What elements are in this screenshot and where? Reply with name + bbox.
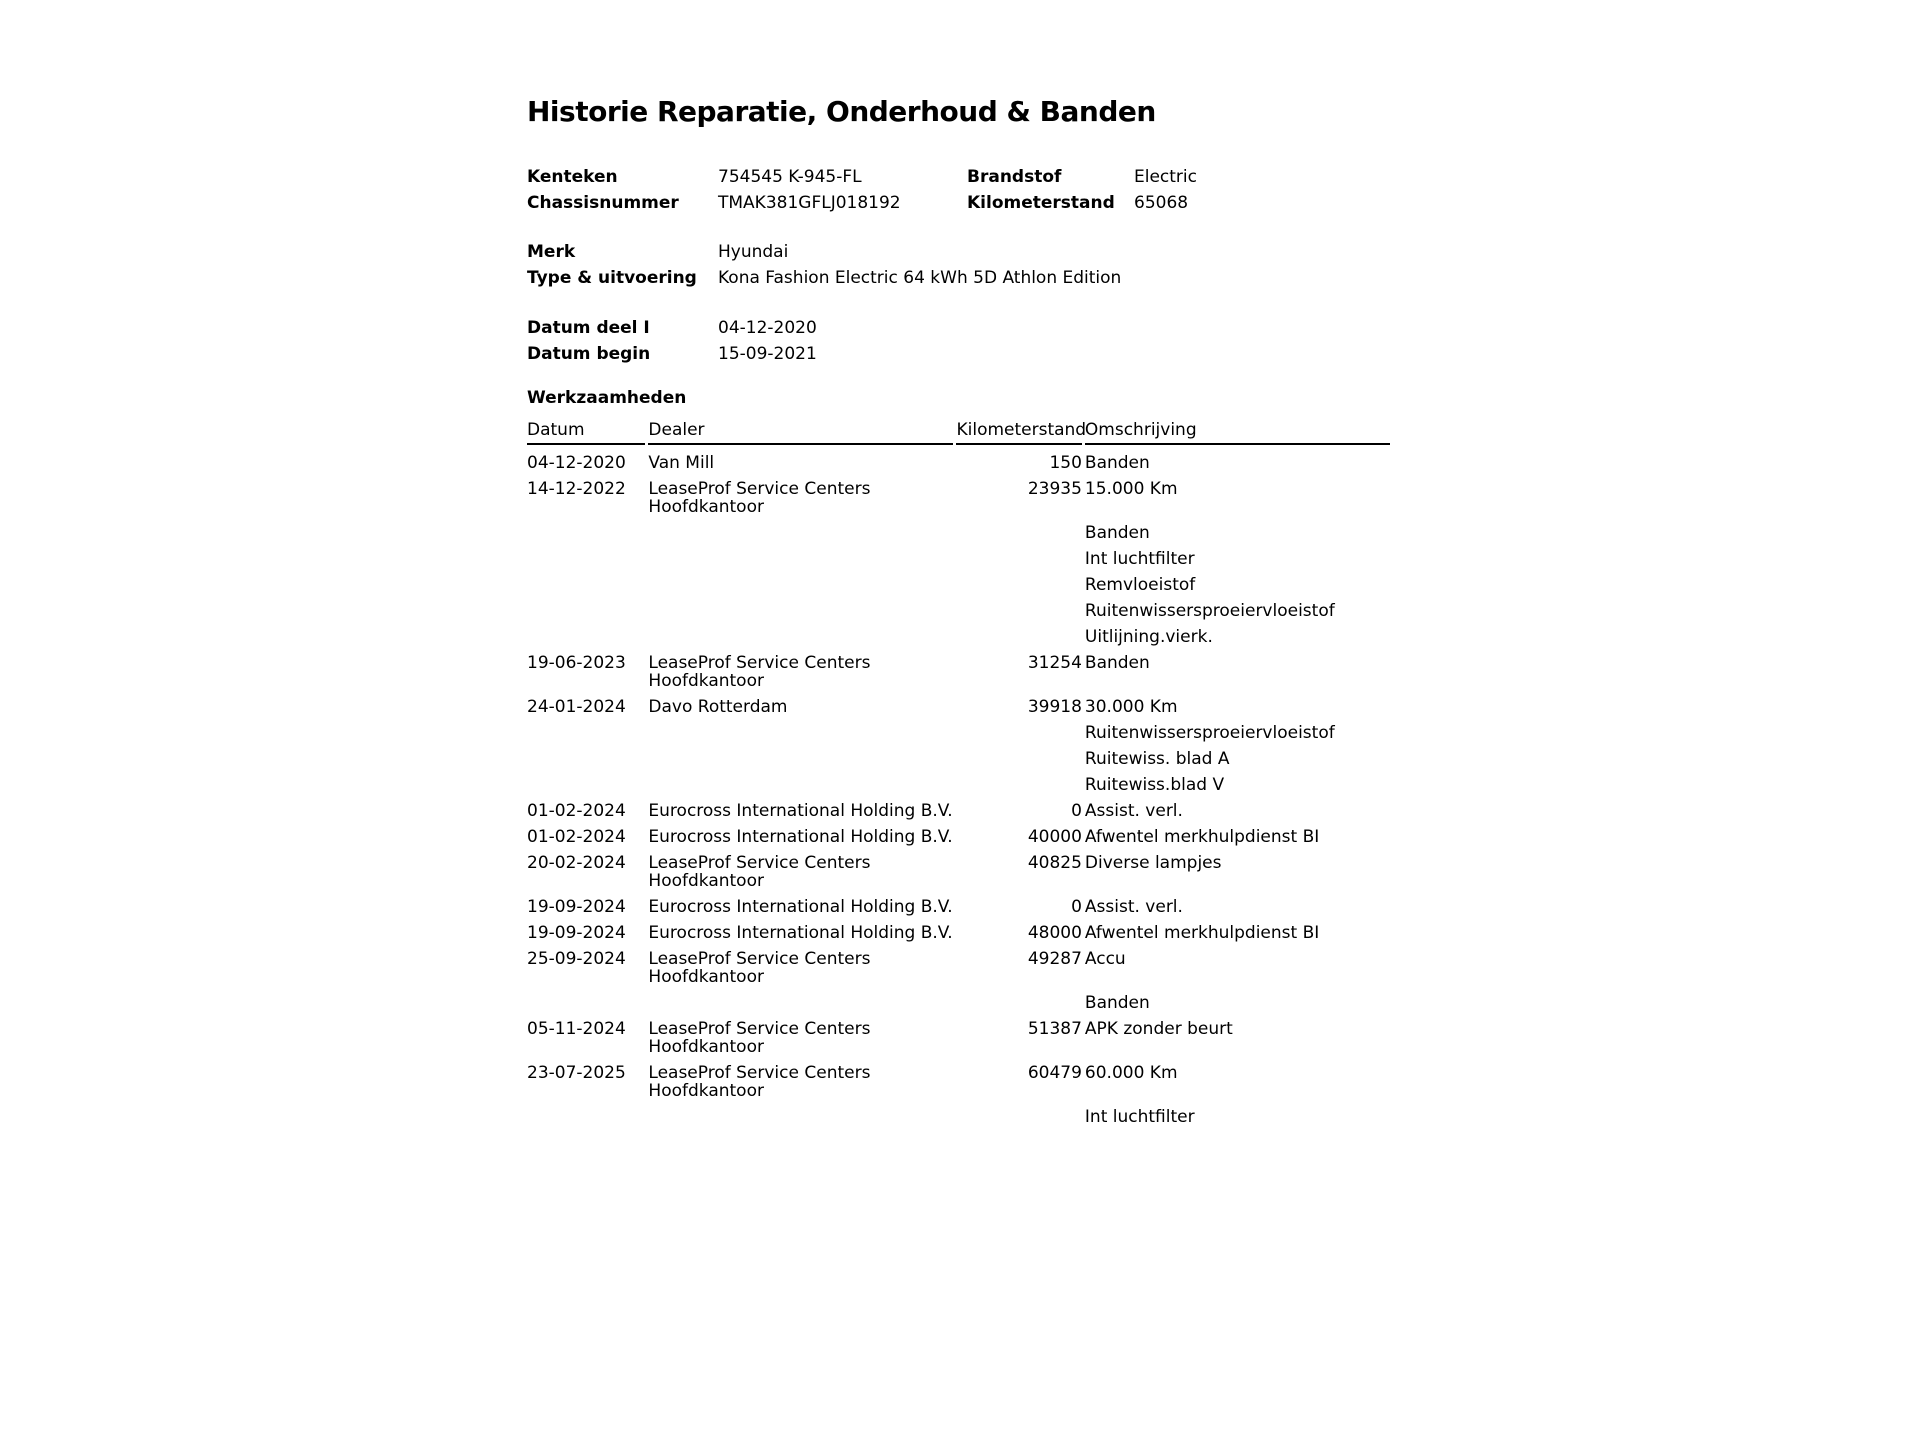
cell-omschrijving: Assist. verl. [1084, 801, 1183, 821]
cell-datum [527, 602, 645, 628]
table-row [527, 802, 1390, 828]
merk-label: Merk [527, 242, 576, 262]
datum-begin-value: 15-09-2021 [718, 344, 817, 364]
cell-dealer [648, 724, 953, 750]
document-content [527, 96, 1397, 1134]
werkzaamheden-heading: Werkzaamheden [527, 388, 687, 408]
table-subrow [527, 994, 1390, 1020]
table-row [527, 480, 1390, 524]
cell-dealer [648, 994, 953, 1020]
table-subrow [527, 576, 1390, 602]
table-row [527, 654, 1390, 698]
cell-dealer: LeaseProf Service Centers Hoofdkantoor [648, 1019, 871, 1057]
kenteken-label: Kenteken [527, 167, 618, 187]
cell-dealer: Eurocross International Holding B.V. [648, 801, 953, 821]
cell-km: 51387 [1027, 1019, 1082, 1039]
cell-datum: 19-09-2024 [527, 923, 626, 943]
cell-km: 48000 [1027, 923, 1082, 943]
cell-datum: 23-07-2025 [527, 1063, 626, 1083]
cell-dealer [648, 550, 953, 576]
table-subrow [527, 524, 1390, 550]
cell-datum: 19-06-2023 [527, 653, 626, 673]
cell-omschrijving: Ruitenwissersproeiervloeistof [1084, 601, 1335, 621]
cell-omschrijving: Banden [1084, 523, 1150, 543]
kenteken-value: 754545 K-945-FL [718, 167, 862, 187]
cell-dealer: LeaseProf Service Centers Hoofdkantoor [648, 1063, 871, 1101]
cell-datum [527, 576, 645, 602]
cell-omschrijving: 15.000 Km [1084, 479, 1178, 499]
table-row [527, 698, 1390, 724]
cell-dealer: LeaseProf Service Centers Hoofdkantoor [648, 853, 871, 891]
kilometerstand-value: 65068 [1134, 193, 1189, 213]
cell-km [956, 602, 1081, 628]
datum-begin-label: Datum begin [527, 344, 651, 364]
cell-omschrijving: Ruitenwissersproeiervloeistof [1084, 723, 1335, 743]
cell-km: 60479 [1027, 1063, 1082, 1083]
column-header-omschrijving: Omschrijving [1085, 420, 1390, 445]
cell-datum: 04-12-2020 [527, 453, 626, 473]
cell-dealer [648, 576, 953, 602]
cell-datum: 25-09-2024 [527, 949, 626, 969]
table-subrow [527, 628, 1390, 654]
cell-km: 0 [1071, 897, 1082, 917]
cell-datum: 14-12-2022 [527, 479, 626, 499]
cell-dealer: Eurocross International Holding B.V. [648, 897, 953, 917]
cell-km: 23935 [1027, 479, 1082, 499]
cell-omschrijving: 60.000 Km [1084, 1063, 1178, 1083]
cell-dealer: Eurocross International Holding B.V. [648, 827, 953, 847]
type-uitvoering-label: Type & uitvoering [527, 268, 697, 288]
merk-value: Hyundai [718, 242, 789, 262]
cell-omschrijving: Int luchtfilter [1084, 1107, 1195, 1127]
column-header-datum: Datum [527, 420, 645, 445]
cell-km [956, 750, 1081, 776]
cell-km [956, 576, 1081, 602]
cell-datum: 01-02-2024 [527, 827, 626, 847]
table-subrow [527, 602, 1390, 628]
cell-dealer: Van Mill [648, 453, 715, 473]
cell-km [956, 776, 1081, 802]
cell-datum [527, 1108, 645, 1134]
cell-omschrijving: Afwentel merkhulpdienst BI [1084, 827, 1320, 847]
cell-omschrijving: Banden [1084, 453, 1150, 473]
dates-block [527, 315, 1397, 367]
table-row [527, 1064, 1390, 1108]
cell-dealer [648, 602, 953, 628]
cell-datum [527, 524, 645, 550]
cell-km [956, 994, 1081, 1020]
cell-km: 40825 [1027, 853, 1082, 873]
cell-dealer [648, 776, 953, 802]
table-subrow [527, 724, 1390, 750]
table-subrow [527, 776, 1390, 802]
cell-omschrijving: Ruitewiss. blad A [1084, 749, 1230, 769]
cell-km [956, 550, 1081, 576]
cell-km [956, 724, 1081, 750]
cell-dealer: Davo Rotterdam [648, 697, 788, 717]
cell-omschrijving: Afwentel merkhulpdienst BI [1084, 923, 1320, 943]
table-row [527, 854, 1390, 898]
cell-omschrijving: 30.000 Km [1084, 697, 1178, 717]
table-row [527, 828, 1390, 854]
cell-km: 40000 [1027, 827, 1082, 847]
cell-omschrijving: APK zonder beurt [1084, 1019, 1233, 1039]
cell-datum: 05-11-2024 [527, 1019, 626, 1039]
cell-km [956, 1108, 1081, 1134]
cell-datum: 19-09-2024 [527, 897, 626, 917]
cell-dealer [648, 1108, 953, 1134]
cell-km: 31254 [1027, 653, 1082, 673]
cell-km: 49287 [1027, 949, 1082, 969]
cell-km [956, 628, 1081, 654]
vehicle-info-block [527, 164, 1397, 216]
cell-dealer: Eurocross International Holding B.V. [648, 923, 953, 943]
cell-datum: 01-02-2024 [527, 801, 626, 821]
page-title: Historie Reparatie, Onderhoud & Banden [527, 95, 1156, 128]
cell-datum [527, 750, 645, 776]
type-uitvoering-value: Kona Fashion Electric 64 kWh 5D Athlon Edition [718, 268, 1122, 288]
table-header-row [527, 420, 1390, 445]
cell-dealer [648, 750, 953, 776]
cell-omschrijving: Uitlijning.vierk. [1084, 627, 1213, 647]
vehicle-model-block [527, 239, 1397, 291]
table-subrow [527, 550, 1390, 576]
werkzaamheden-table [524, 420, 1393, 1134]
cell-omschrijving: Banden [1084, 653, 1150, 673]
cell-omschrijving: Assist. verl. [1084, 897, 1183, 917]
cell-km: 0 [1071, 801, 1082, 821]
chassisnummer-value: TMAK381GFLJ018192 [718, 193, 901, 213]
column-header-dealer: Dealer [648, 420, 953, 445]
cell-dealer: LeaseProf Service Centers Hoofdkantoor [648, 479, 871, 517]
cell-datum: 20-02-2024 [527, 853, 626, 873]
cell-dealer: LeaseProf Service Centers Hoofdkantoor [648, 653, 871, 691]
cell-omschrijving: Remvloeistof [1084, 575, 1196, 595]
table-subrow [527, 1108, 1390, 1134]
cell-omschrijving: Accu [1084, 949, 1126, 969]
datum-deel-1-value: 04-12-2020 [718, 318, 817, 338]
table-row [527, 898, 1390, 924]
cell-datum: 24-01-2024 [527, 697, 626, 717]
table-row [527, 950, 1390, 994]
table-subrow [527, 750, 1390, 776]
kilometerstand-label: Kilometerstand [967, 193, 1115, 213]
table-row [527, 924, 1390, 950]
cell-datum [527, 628, 645, 654]
table-row [527, 1020, 1390, 1064]
cell-omschrijving: Int luchtfilter [1084, 549, 1195, 569]
chassisnummer-label: Chassisnummer [527, 193, 679, 213]
cell-datum [527, 994, 645, 1020]
cell-omschrijving: Banden [1084, 993, 1150, 1013]
brandstof-label: Brandstof [967, 167, 1062, 187]
datum-deel-1-label: Datum deel I [527, 318, 650, 338]
table-row [527, 445, 1390, 480]
cell-km [956, 524, 1081, 550]
cell-datum [527, 724, 645, 750]
cell-omschrijving: Diverse lampjes [1084, 853, 1222, 873]
brandstof-value: Electric [1134, 167, 1197, 187]
cell-km: 39918 [1027, 697, 1082, 717]
cell-dealer: LeaseProf Service Centers Hoofdkantoor [648, 949, 871, 987]
cell-datum [527, 550, 645, 576]
cell-omschrijving: Ruitewiss.blad V [1084, 775, 1225, 795]
cell-datum [527, 776, 645, 802]
cell-dealer [648, 524, 953, 550]
column-header-kilometerstand: Kilometerstand [956, 420, 1081, 445]
cell-dealer [648, 628, 953, 654]
cell-km: 150 [1049, 453, 1082, 473]
